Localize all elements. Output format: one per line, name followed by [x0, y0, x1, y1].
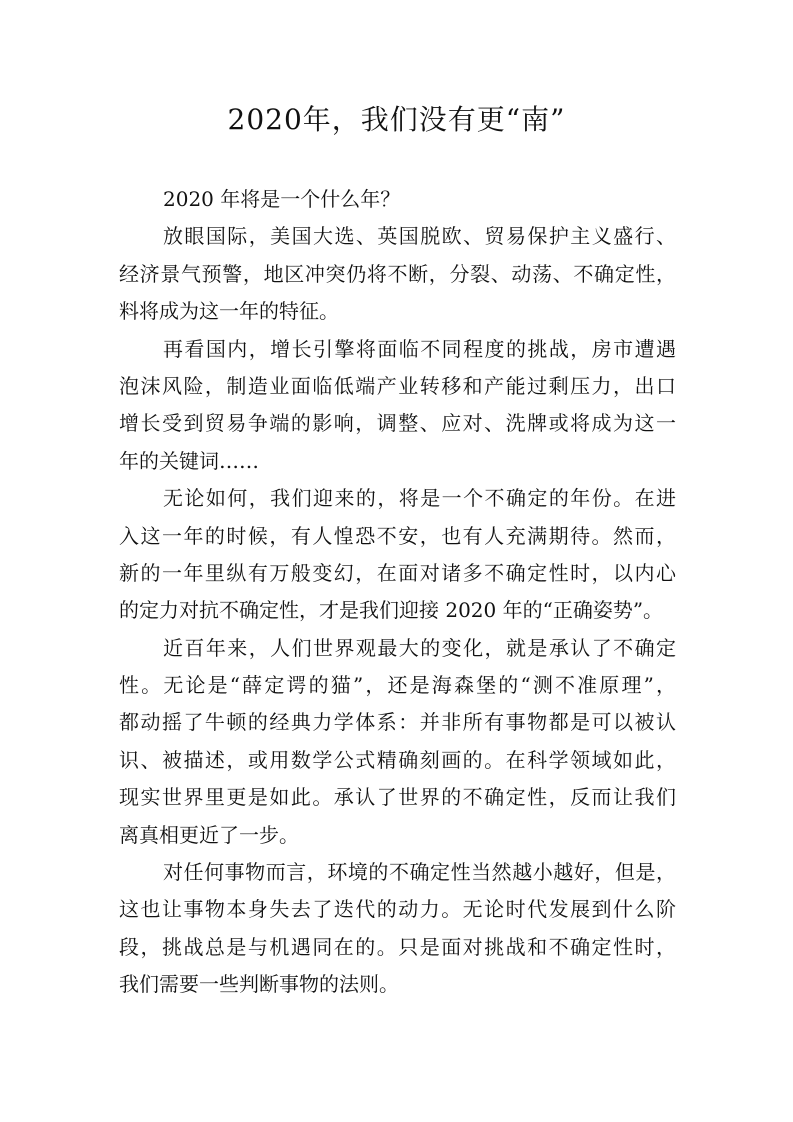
text-line: 年的关键词…… — [119, 448, 259, 473]
paragraph — [119, 331, 676, 481]
paragraph — [119, 218, 676, 330]
text-line: 2020 年将是一个什么年？ — [163, 187, 401, 211]
text-line: 识、被描述，或用数学公式精确刻画的。在科学领域如此， — [119, 747, 676, 772]
document-title: 2020年，我们没有更“南” — [227, 103, 566, 136]
text-line: 现实世界里更是如此。承认了世界的不确定性，反而让我们 — [119, 785, 676, 810]
text-line: 入这一年的时候，有人惶恐不安，也有人充满期待。然而， — [119, 523, 676, 548]
text-line: 新的一年里纵有万般变幻，在面对诸多不确定性时，以内心 — [119, 560, 676, 585]
paragraph — [119, 480, 676, 630]
text-line: 近百年来，人们世界观最大的变化，就是承认了不确定 — [163, 635, 676, 660]
text-line: 的定力对抗不确定性，才是我们迎接 2020 年的“正确姿势”。 — [119, 598, 664, 623]
text-line: 对任何事物而言，环境的不确定性当然越小越好，但是， — [163, 860, 676, 885]
text-line: 性。无论是“薛定谔的猫”，还是海森堡的“测不准原理”， — [119, 673, 676, 698]
text-line: 料将成为这一年的特征。 — [119, 299, 339, 324]
paragraph — [119, 854, 676, 1004]
text-line: 再看国内，增长引擎将面临不同程度的挑战，房市遭遇 — [163, 336, 676, 361]
document-body — [119, 181, 676, 1004]
text-line: 泡沫风险，制造业面临低端产业转移和产能过剩压力，出口 — [119, 373, 676, 398]
paragraph — [119, 630, 676, 854]
text-line: 离真相更近了一步。 — [119, 822, 299, 847]
paragraph — [119, 181, 676, 218]
text-line: 我们需要一些判断事物的法则。 — [119, 972, 399, 997]
text-line: 增长受到贸易争端的影响，调整、应对、洗牌或将成为这一 — [119, 411, 676, 436]
text-line: 经济景气预警，地区冲突仍将不断，分裂、动荡、不确定性， — [119, 261, 676, 286]
text-line: 放眼国际，美国大选、英国脱欧、贸易保护主义盛行、 — [163, 224, 676, 249]
text-line: 无论如何，我们迎来的，将是一个不确定的年份。在进 — [163, 486, 676, 511]
text-line: 都动摇了牛顿的经典力学体系：并非所有事物都是可以被认 — [119, 710, 676, 735]
text-line: 这也让事物本身失去了迭代的动力。无论时代发展到什么阶 — [119, 897, 676, 922]
text-line: 段，挑战总是与机遇同在的。只是面对挑战和不确定性时， — [119, 934, 676, 959]
